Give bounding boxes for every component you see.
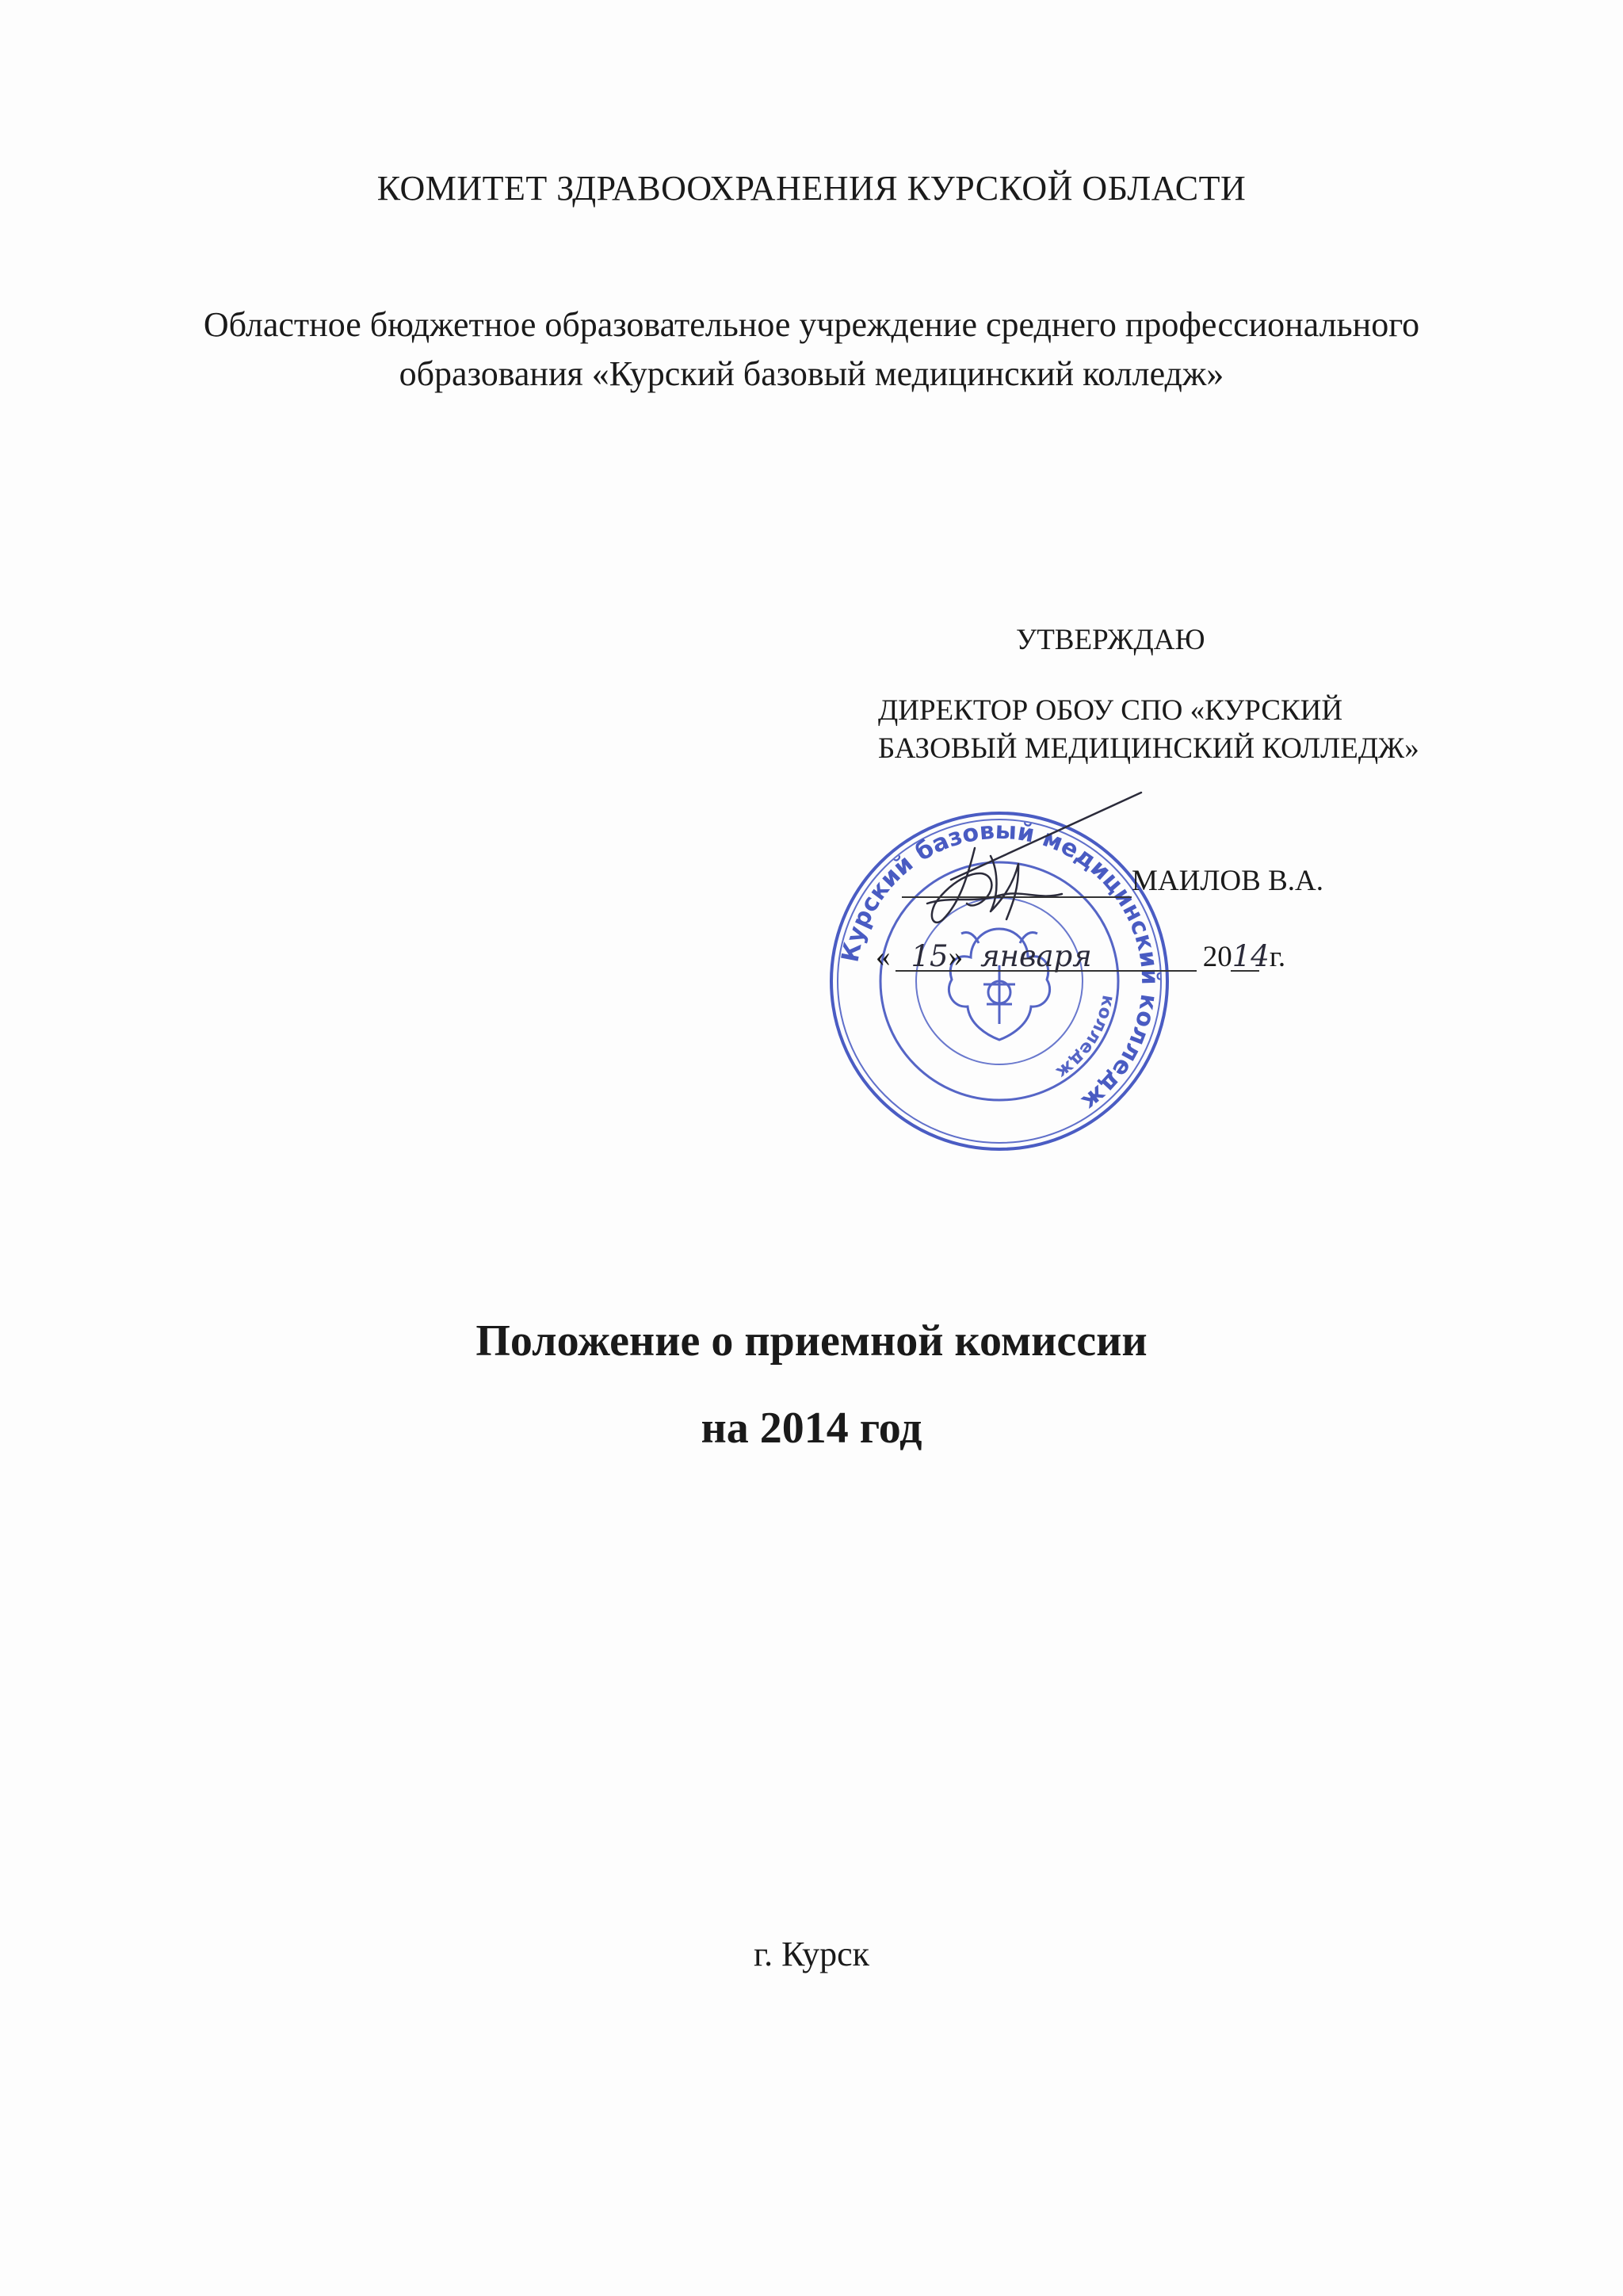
date-underline [896, 970, 1197, 972]
date-month: января [980, 939, 1092, 973]
date-day: 15 [911, 939, 949, 973]
year-underline [1231, 970, 1259, 972]
institution-name-line1: Областное бюджетное образовательное учреждение среднего профессионального [203, 305, 1420, 344]
date-year-unit: г. [1269, 941, 1286, 973]
document-title-line1: Положение о приемной комиссии [475, 1316, 1148, 1366]
date-year-prefix: 20 [1202, 941, 1232, 973]
director-title-line1: ДИРЕКТОР ОБОУ СПО «КУРСКИЙ [878, 694, 1343, 727]
document-title-line2: на 2014 год [701, 1404, 922, 1453]
approval-date [876, 939, 1285, 974]
stamp-ring-text: Курский базовый медицинский колледж [836, 816, 1164, 1117]
city-footer: г. Курск [753, 1935, 870, 1973]
director-title-line2: БАЗОВЫЙ МЕДИЦИНСКИЙ КОЛЛЕДЖ» [878, 732, 1419, 765]
date-close-quote: » [948, 941, 964, 973]
date-year-suffix: 14 [1232, 939, 1270, 973]
signer-name: МАИЛОВ В.А. [1132, 865, 1323, 897]
approval-heading: УТВЕРЖДАЮ [1016, 624, 1205, 656]
signature-underline [902, 896, 1132, 898]
svg-text:колледж: колледж [1052, 993, 1118, 1083]
date-open-quote: « [876, 941, 891, 973]
institution-name-line2: образования «Курский базовый медицинский колледж» [399, 354, 1224, 393]
committee-heading: КОМИТЕТ ЗДРАВООХРАНЕНИЯ КУРСКОЙ ОБЛАСТИ [376, 169, 1247, 208]
